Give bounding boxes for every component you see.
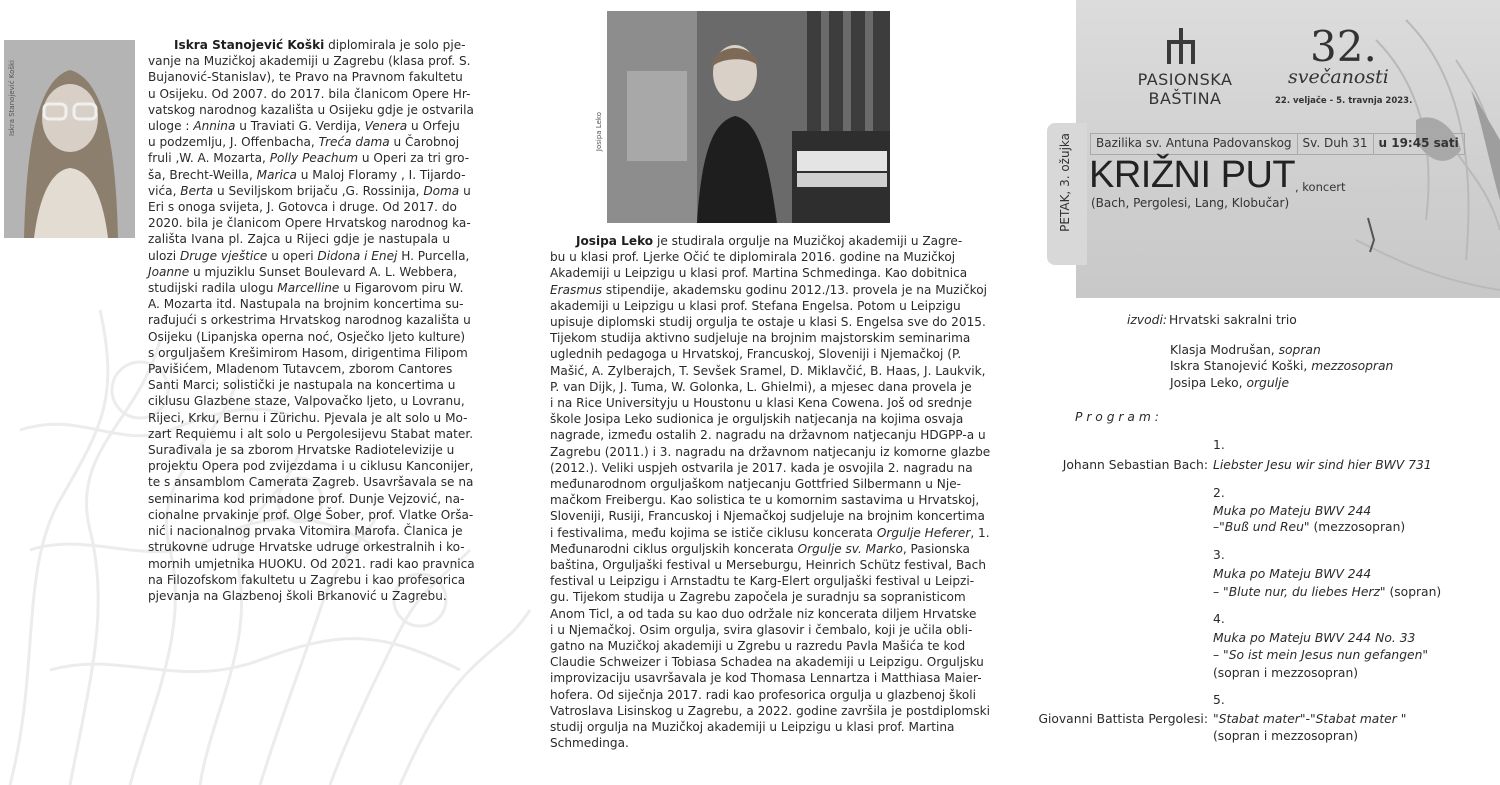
bio-line: akademiji u Leipzigu u klasi prof. Stefana Engelsa. Potom u Leipzigu [550,298,961,313]
anniversary-word: svečanosti [1288,66,1389,88]
bio-line: Santi Marci; solistički je nastupala na koncertima u [148,378,456,393]
logo-line-1: PASIONSKA [1137,70,1233,89]
event-subtitle: , koncert [1295,180,1346,194]
bio-line: Iskra Stanojević Koški diplomirala je solo pje- [174,38,466,52]
bio-line: pjevanja na Glazbenoj školi Brkanović u Zagrebu. [148,588,447,603]
date-tab [1047,123,1087,265]
bio-line: Surađivala je sa zborom Hrvatske Radiotelevizije u [148,443,455,458]
bio-line: Mašić, A. Zylberajch, T. Sevšek Sramel, D. Miklavčić, B. Haas, J. Laukvik, [550,363,986,378]
bio-line: zališta Ivana pl. Zajca u Rijeci gdje je nastupala u [148,232,450,247]
pasionska-bastina-logo-icon [1164,28,1198,64]
program-item-5-composer: Giovanni Battista Pergolesi: [1038,712,1208,726]
performer-3: Josipa Leko, orgulje [1170,376,1290,390]
bio-line: Eri s onoga svijeta, J. Gotovca i druge. Od 2017. do [148,200,457,215]
program-item-4-voices: (sopran i mezzosopran) [1213,666,1359,680]
bio-line: međunarodnom orguljaškom natjecanju Gottfried Silbermann u Nje- [550,477,962,492]
program-item-3-detail: – "Blute nur, du liebes Herz" (sopran) [1213,585,1442,599]
bio-line: Claudie Schweizer i Tobiasa Schadea na akademiji u Leipzigu. Orguljsku [550,655,984,670]
program-item-5-work: "Stabat mater"-"Stabat mater " [1213,712,1407,726]
program-item-1-number: 1. [1213,438,1225,452]
performers-label: izvodi: [1127,313,1168,327]
bio-line: Pavišićem, Mladenom Tutavcem, zborom Cantores [148,362,453,377]
festival-dates: 22. veljače - 5. travnja 2023. [1275,96,1413,106]
bio-line: i u Njemačkoj. Osim orgulja, svira glasovir i čembalo, koji je učila obli- [550,622,973,637]
bio-line: Međunarodni ciklus orguljskih koncerata Orgulje sv. Marko, Pasionska [550,541,970,556]
bio-line: nagrade, između ostalih 2. nagradu na državnom natjecanju HDGPP-a u [550,428,986,443]
bio-line: Josipa Leko je studirala orgulje na Muzičkoj akademiji u Zagre- [576,234,963,248]
logo-line-2: BAŠTINA [1148,89,1222,108]
bio-line: hofera. Od siječnja 2017. radi kao profesorica orgulja u glazbenoj školi [550,687,977,702]
bio-line: studij orgulja na Muzičkoj akademiji u Leipzigu u klasi prof. Martina [550,720,955,735]
bio-line: 2020. bila je članicom Opere Hrvatskog narodnog ka- [148,216,471,231]
photo-josipa [607,11,890,223]
bio-line: (2012.). Veliki uspjeh ostvarila je 2017. kada je osvojila 2. nagradu na [550,460,973,475]
bio-line: festival u Leipzigu i Arnstadtu te Karg-Elert orguljaški festival u Leipzi- [550,574,975,589]
bio-line: Vatroslava Lisinskog u Zagrebu, a 2022. godine završila je postdiplomski [550,703,990,718]
bio-iskra [148,37,475,604]
bio-line: uglednih pedagoga u Hrvatskoj, Francuskoj, Sloveniji i Njemačkoj (P. [550,347,962,362]
program-item-3-number: 3. [1213,548,1225,562]
bio-line: rađujući s orkestrima Hrvatskog narodnog kazališta u [148,313,471,328]
bio-line: uloge : Annina u Traviati G. Verdija, Venera u Orfeju [148,119,460,134]
bio-line: i na Rice Universityju u Houstonu u klasi Kena Cowena. Još od srednje [550,396,973,411]
bio-line: Zagrebu (2011.) i 3. nagradu na državnom natjecanju iz komorne glazbe [550,444,991,459]
program-item-1-work: Liebster Jesu wir sind hier BWV 731 [1213,458,1432,472]
ensemble-name: Hrvatski sakralni trio [1169,313,1297,327]
bio-line: upisuje diplomski studij orgulja te ostaje u klasi S. Engelsa sve do 2015. [550,315,986,330]
bio-line: improvizaciju usavršavala je kod Thomasa Lennartza i Matthiasa Maier- [550,671,982,686]
bio-line: u Osijeku. Od 2007. do 2017. bila članicom Opere Hr- [148,86,471,101]
portrait-josipa-at-organ [607,11,890,223]
bio-line: ciklusu Glazbene staze, Valpovačko ljeto, u Lovranu, [148,394,465,409]
program-item-2-number: 2. [1213,486,1225,500]
program-item-5-voices: (sopran i mezzosopran) [1213,729,1359,743]
program-item-4-detail: – "So ist mein Jesus nun gefangen" [1213,648,1429,662]
bio-line: Schmedinga. [550,736,629,751]
bio-line: Osijeku (Lipanjska operna noć, Osječko ljeto kulture) [148,329,466,344]
bio-line: P. van Dijk, J. Tuma, W. Golonka, L. Ghielmi), a mjesec dana provela je [550,379,972,394]
program-item-4-number: 4. [1213,612,1225,626]
performer-1: Klasja Modrušan, sopran [1170,343,1321,357]
bio-line: fruli ,W. A. Mozarta, Polly Peachum u Operi za tri gro- [148,151,470,166]
portrait-iskra [4,40,135,238]
event-title: KRIŽNI PUT [1089,154,1296,196]
bio-line: vića, Berta u Seviljskom brijaču ,G. Rossinija, Doma u [148,183,471,198]
venue-bar [1090,133,1465,155]
program-item-2-work: Muka po Mateju BWV 244 [1213,504,1372,518]
bio-line: škole Josipa Leko sudionica je orguljskih natjecanja na kojima osvaja [550,412,964,427]
bio-line: ša, Brecht-Weilla, Marica u Maloj Floramy , I. Tijardo- [148,167,466,182]
program-item-4-work: Muka po Mateju BWV 244 No. 33 [1213,631,1416,645]
bio-line: A. Mozarta itd. Nastupala na brojnim koncertima su- [148,297,464,312]
street: Sv. Duh 31 [1298,134,1374,154]
bio-line: nić i nacionalnog prvaka Vitomira Marofa. Članica je [148,524,463,539]
bio-josipa [550,233,991,752]
bio-line: Sloveniji, Rusiji, Francuskoj i Njemačkoj sudjeluje na brojnim koncertima [550,509,985,524]
program-item-2-detail: –"Buß und Reu" (mezzosopran) [1213,520,1406,534]
bio-line: i festivalima, među kojima se ističe ciklusu koncerata Orgulje Heferer, 1. [550,525,990,540]
bio-line: gu. Tijekom studija u Zagrebu započela je suradnju sa sopranisticom [550,590,966,605]
bio-line: s orguljašem Krešimirom Hasom, dirigentima Filipom [148,345,468,360]
bio-line: Bujanović-Stanislav), te Pravo na Pravnom fakultetu [148,70,463,85]
venue: Bazilika sv. Antuna Padovanskog [1091,134,1298,154]
bio-line: gatno na Muzičkoj akademiji u Zgrebu u razredu Pavla Mašića te kod [550,639,966,654]
bio-line: baština, Orguljaški festival u Merseburgu, Heinrich Schütz festival, Bach [550,558,986,573]
bio-line: Tijekom studija aktivno sudjeluje na brojnim majstorskim seminarima [550,331,971,346]
anniversary-number: 32. [1310,22,1377,71]
bio-line: na Filozofskom fakultetu u Zagrebu i kao profesorica [148,572,466,587]
photo-iskra [4,40,135,238]
bio-line: Akademiji u Leipzigu u klasi prof. Martina Schmedinga. Kao dobitnica [550,266,968,281]
performer-2: Iskra Stanojević Koški, mezzosopran [1170,359,1394,373]
bio-line: Joanne u mjuziklu Sunset Boulevard A. L. Webbera, [148,264,458,279]
bio-line: zart Requiemu i alt solo u Pergolesijevu Stabat mater. [148,426,474,441]
photo-credit-iskra: Iskra Stanojević Koški [8,60,16,136]
bio-line: mornih umjetnika HUOKU. Od 2021. radi kao pravnica [148,556,475,571]
bio-line: te s ansamblom Camerata Zagreb. Usavršavala se na [148,475,474,490]
bio-line: mačkom Freibergu. Kao solistica te u komornim sastavima u Hrvatskoj, [550,493,980,508]
bio-line: strukovne udruge Hrvatske udruge orkestralnih i ko- [148,540,465,555]
program-label: P r o g r a m : [1075,410,1159,424]
bio-line: Rijeci, Krku, Bernu i Zürichu. Pjevala je alt solo u Mo- [148,410,468,425]
bio-line: projektu Opera pod zvijezdama i u ciklusu Kanconijer, [148,459,474,474]
bio-line: u podzemlju, J. Offenbacha, Treća dama u Čarobnoj [148,135,460,150]
bio-line: vatskog narodnog kazališta u Osijeku gdje je ostvarila [148,102,474,117]
time: u 19:45 sati [1378,136,1459,150]
bio-line: vanje na Muzičkoj akademiji u Zagrebu (klasa prof. S. [148,54,471,69]
bio-line: seminarima kod primadone prof. Dunje Vejzović, na- [148,491,465,506]
bio-line: ulozi Druge vještice u operi Didona i Enej H. Purcella, [148,248,470,263]
photo-credit-josipa: Josipa Leko [595,112,603,152]
event-date: PETAK, 3. ožujka [1058,133,1072,232]
program-item-5-number: 5. [1213,693,1225,707]
bio-line: Erasmus stipendije, akademsku godinu 2012./13. provela je na Muzičkoj [550,282,987,297]
program-item-1-composer: Johann Sebastian Bach: [1062,458,1208,472]
bio-line: bu u klasi prof. Ljerke Očić te diplomirala 2016. godine na Muzičkoj [550,250,956,265]
bio-line: studijski radila ulogu Marcelline u Figarovom piru W. [148,281,464,296]
program-item-3-work: Muka po Mateju BWV 244 [1213,567,1372,581]
composers-list: (Bach, Pergolesi, Lang, Klobučar) [1091,196,1290,210]
bio-line: Anom Ticl, a od tada su kao duo održale niz koncerata diljem Hrvatske [550,606,977,621]
bio-line: cionalne prvakinje prof. Olge Šober, prof. Vlatke Orša- [148,507,474,522]
